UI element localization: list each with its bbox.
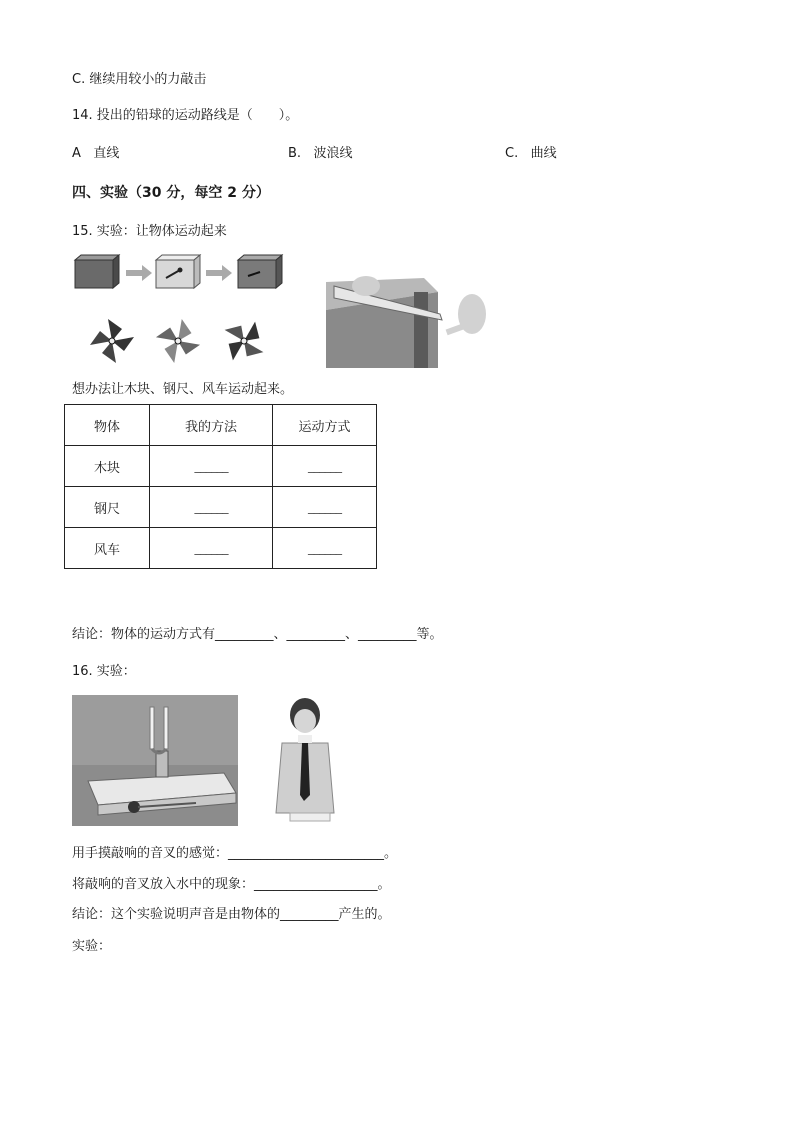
table-header-motion: 运动方式 [273, 405, 377, 446]
q14-option-b-label: B. [288, 146, 302, 161]
q13-option-c: C. 继续用较小的力敲击 [72, 72, 207, 87]
table-cell-method-blank[interactable]: ______ [150, 487, 273, 528]
q16-conclusion: 结论：这个实验说明声音是由物体的_________产生的。 [72, 907, 391, 922]
q14-stem: 14. 投出的铅球的运动路线是（ ）。 [72, 108, 299, 123]
table-cell-method-blank[interactable]: ______ [150, 446, 273, 487]
table-cell-object: 木块 [65, 446, 150, 487]
wood-block-icon [156, 255, 200, 288]
pinwheel-icon [213, 318, 275, 364]
q14-option-b [288, 142, 352, 161]
table-header-object: 物体 [65, 405, 150, 446]
table-cell-motion-blank[interactable]: ______ [273, 487, 377, 528]
arrow-icon [126, 265, 152, 281]
q15-stem: 15. 实验：让物体运动起来 [72, 224, 227, 239]
table-row [65, 446, 377, 487]
q14-option-c-text: 曲线 [530, 146, 557, 161]
tuning-fork-figure [72, 695, 238, 826]
wood-block-sequence-figure [72, 254, 284, 294]
pinwheel-icon [150, 318, 206, 364]
hand-icon [352, 276, 380, 296]
q16-line1: 用手摸敲响的音叉的感觉：________________________。 [72, 846, 398, 861]
q14-option-b-text: 波浪线 [313, 146, 353, 161]
wood-block-icon [238, 255, 282, 288]
q14-option-a-label: A [72, 146, 81, 161]
boy-figure [268, 695, 338, 826]
experiment-table [64, 404, 377, 569]
table-row [65, 487, 377, 528]
table-cell-object: 风车 [65, 528, 150, 569]
q14-option-a-text: 直线 [93, 146, 120, 161]
steel-ruler-figure [326, 264, 490, 370]
q16-line2: 将敲响的音叉放入水中的现象：___________________。 [72, 877, 391, 892]
table-header-row [65, 405, 377, 446]
q16-stem: 16. 实验： [72, 664, 136, 679]
q15-instruction: 想办法让木块、钢尺、风车运动起来。 [72, 382, 294, 397]
q14-option-a [72, 142, 119, 161]
q14-option-c-label: C. [505, 146, 519, 161]
q15-conclusion: 结论：物体的运动方式有_________、_________、_________等。 [72, 627, 443, 642]
section-heading: 四、实验（30 分，每空 2 分） [72, 185, 270, 201]
pinwheel-icon [90, 319, 134, 363]
arrow-icon [206, 265, 232, 281]
table-header-method: 我的方法 [150, 405, 273, 446]
table-cell-method-blank[interactable]: ______ [150, 528, 273, 569]
table-cell-motion-blank[interactable]: ______ [273, 446, 377, 487]
pinwheel-figure [86, 318, 276, 364]
q14-option-c [505, 142, 557, 161]
wood-block-icon [75, 255, 119, 288]
table-cell-object: 钢尺 [65, 487, 150, 528]
table-row [65, 528, 377, 569]
table-cell-motion-blank[interactable]: ______ [273, 528, 377, 569]
q16-line3: 实验： [72, 939, 112, 954]
